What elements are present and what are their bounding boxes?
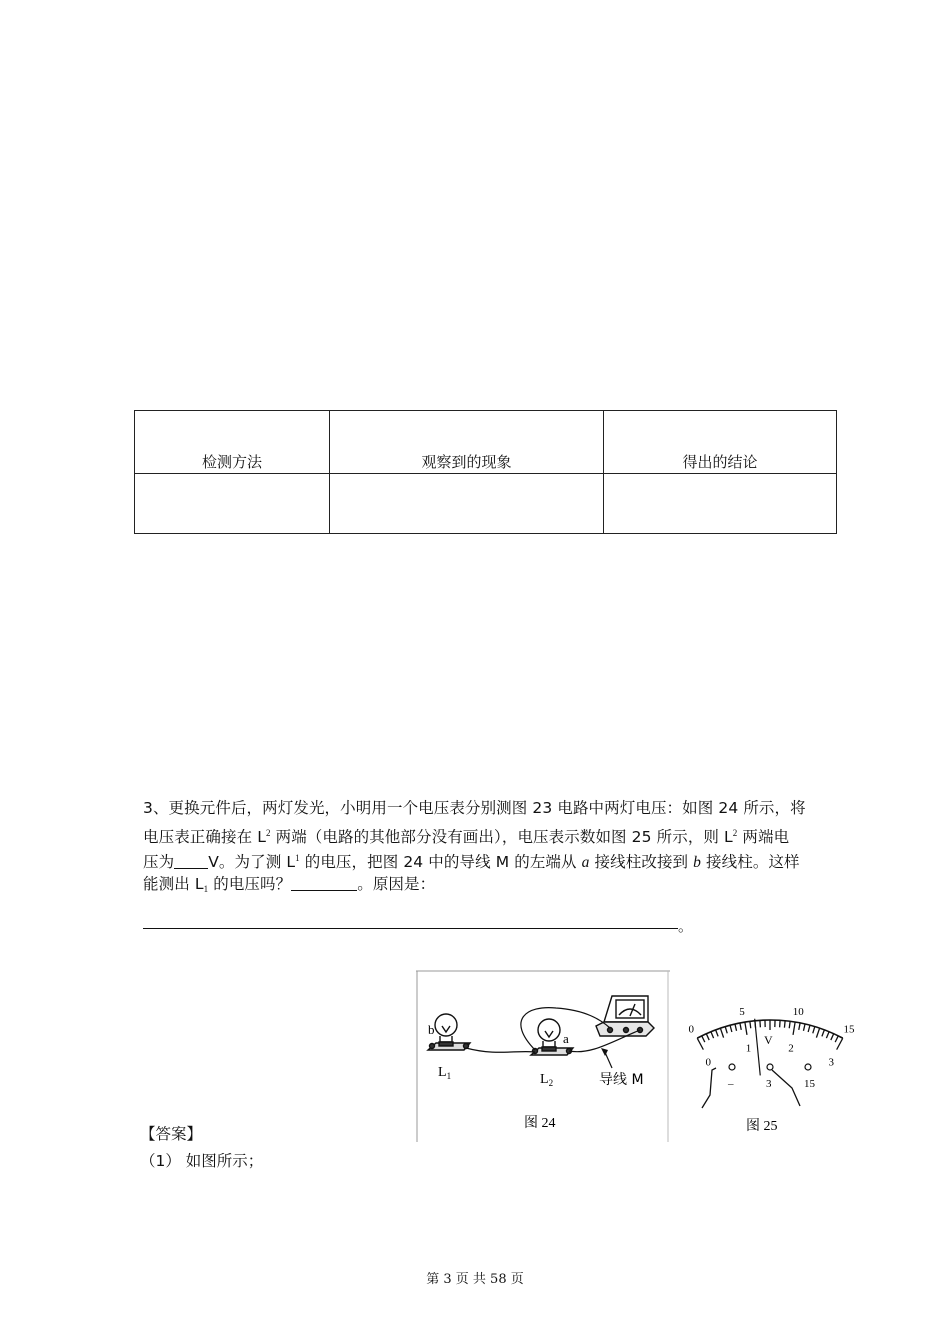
dial-tick xyxy=(835,1036,838,1042)
dial-tick xyxy=(826,1032,829,1038)
detection-table xyxy=(134,410,837,534)
lower-scale-label: 0 xyxy=(705,1056,711,1069)
question-line-4: 能测出 $L_1$ 的电压吗？ 。原因是： xyxy=(143,875,436,894)
wire xyxy=(466,1048,535,1052)
dial-tick xyxy=(697,1038,703,1049)
dial-tick xyxy=(793,1022,795,1035)
dial-tick xyxy=(735,1024,737,1031)
reason-answer-line[interactable] xyxy=(143,928,678,929)
lower-scale-label: 2 xyxy=(788,1042,794,1055)
figure-25-caption: 图 25 xyxy=(746,1119,778,1134)
terminal-a-label: a xyxy=(563,1031,569,1046)
terminal-b-label: b xyxy=(428,1022,435,1037)
upper-scale-label: 10 xyxy=(792,1006,804,1019)
dial-tick xyxy=(745,1022,747,1035)
dial-tick xyxy=(740,1023,741,1030)
dial-tick xyxy=(789,1021,790,1028)
upper-scale-label: 0 xyxy=(688,1023,695,1036)
figure-24-caption: 图 24 xyxy=(524,1116,556,1131)
dial-tick xyxy=(716,1030,718,1037)
answer-blank[interactable] xyxy=(291,876,357,891)
L2-label: $L_2$ xyxy=(540,1072,554,1088)
answer-heading: 【答案】 xyxy=(140,1125,203,1143)
voltmeter-dial xyxy=(689,1006,855,1108)
question-line-1: 3、更换元件后，两灯发光，小明用一个电压表分别测图 23 电路中两灯电压：如图 24 所示，将 xyxy=(143,799,806,817)
dial-tick xyxy=(837,1038,843,1049)
dial-tick xyxy=(803,1024,805,1031)
figures-24-25 xyxy=(416,970,876,1142)
dial-tick xyxy=(831,1034,834,1040)
voltmeter-icon xyxy=(596,996,654,1036)
upper-scale-label: 5 xyxy=(739,1006,745,1019)
table-cell[interactable] xyxy=(330,473,604,534)
dial-tick xyxy=(816,1028,819,1037)
dial-needle xyxy=(755,1019,761,1076)
page-number: 第 3 页 共 58 页 xyxy=(426,1272,524,1287)
table-header-cell: 得出的结论 xyxy=(604,411,837,474)
dial-tick xyxy=(720,1028,723,1037)
end-mark: 。 xyxy=(678,917,694,935)
terminal-icon xyxy=(805,1064,811,1070)
table-row xyxy=(135,473,837,534)
table-cell[interactable] xyxy=(135,473,330,534)
wire xyxy=(772,1070,800,1106)
table-header-cell: 观察到的现象 xyxy=(330,411,604,474)
upper-scale-label: 15 xyxy=(843,1023,855,1036)
dial-tick xyxy=(822,1030,824,1037)
table-header-row xyxy=(135,411,837,474)
dial-tick xyxy=(702,1036,705,1042)
terminal-label: 15 xyxy=(804,1078,815,1090)
dial-tick xyxy=(706,1034,709,1040)
unit-label: V xyxy=(764,1033,773,1047)
dial-tick xyxy=(711,1032,714,1038)
dial-tick xyxy=(750,1021,751,1028)
lower-scale-label: 3 xyxy=(828,1056,835,1069)
table-header-cell: 检测方法 xyxy=(135,411,330,474)
terminal-label: 3 xyxy=(766,1078,772,1090)
dial-tick xyxy=(813,1027,815,1034)
terminal-icon xyxy=(767,1064,773,1070)
table-cell[interactable] xyxy=(604,473,837,534)
question-line-3: 压为 V。为了测 $L^1$ 的电压，把图 24 中的导线 M 的左端从 a 接线柱改接到 b 接线柱。这样 xyxy=(143,853,800,871)
dial-tick xyxy=(730,1025,732,1032)
question-line-2: 电压表正确接在 $L^2$ 两端（电路的其他部分没有画出），电压表示数如图 25 所示，则 $L^2$ 两端电 xyxy=(143,828,790,846)
dial-tick xyxy=(799,1023,800,1030)
dial-tick xyxy=(808,1025,810,1032)
terminal-icon xyxy=(729,1064,735,1070)
dial-tick xyxy=(725,1027,727,1034)
lower-scale-label: 1 xyxy=(745,1042,752,1055)
voltage-blank[interactable] xyxy=(174,854,208,869)
terminal-label: – xyxy=(728,1078,734,1090)
wire-M-label: 导线 M xyxy=(599,1072,644,1088)
wire xyxy=(702,1068,716,1108)
answer-item-1: （1） 如图所示； xyxy=(140,1152,264,1170)
dial-tick xyxy=(784,1021,785,1028)
L1-label: $L_1$ xyxy=(438,1065,452,1081)
